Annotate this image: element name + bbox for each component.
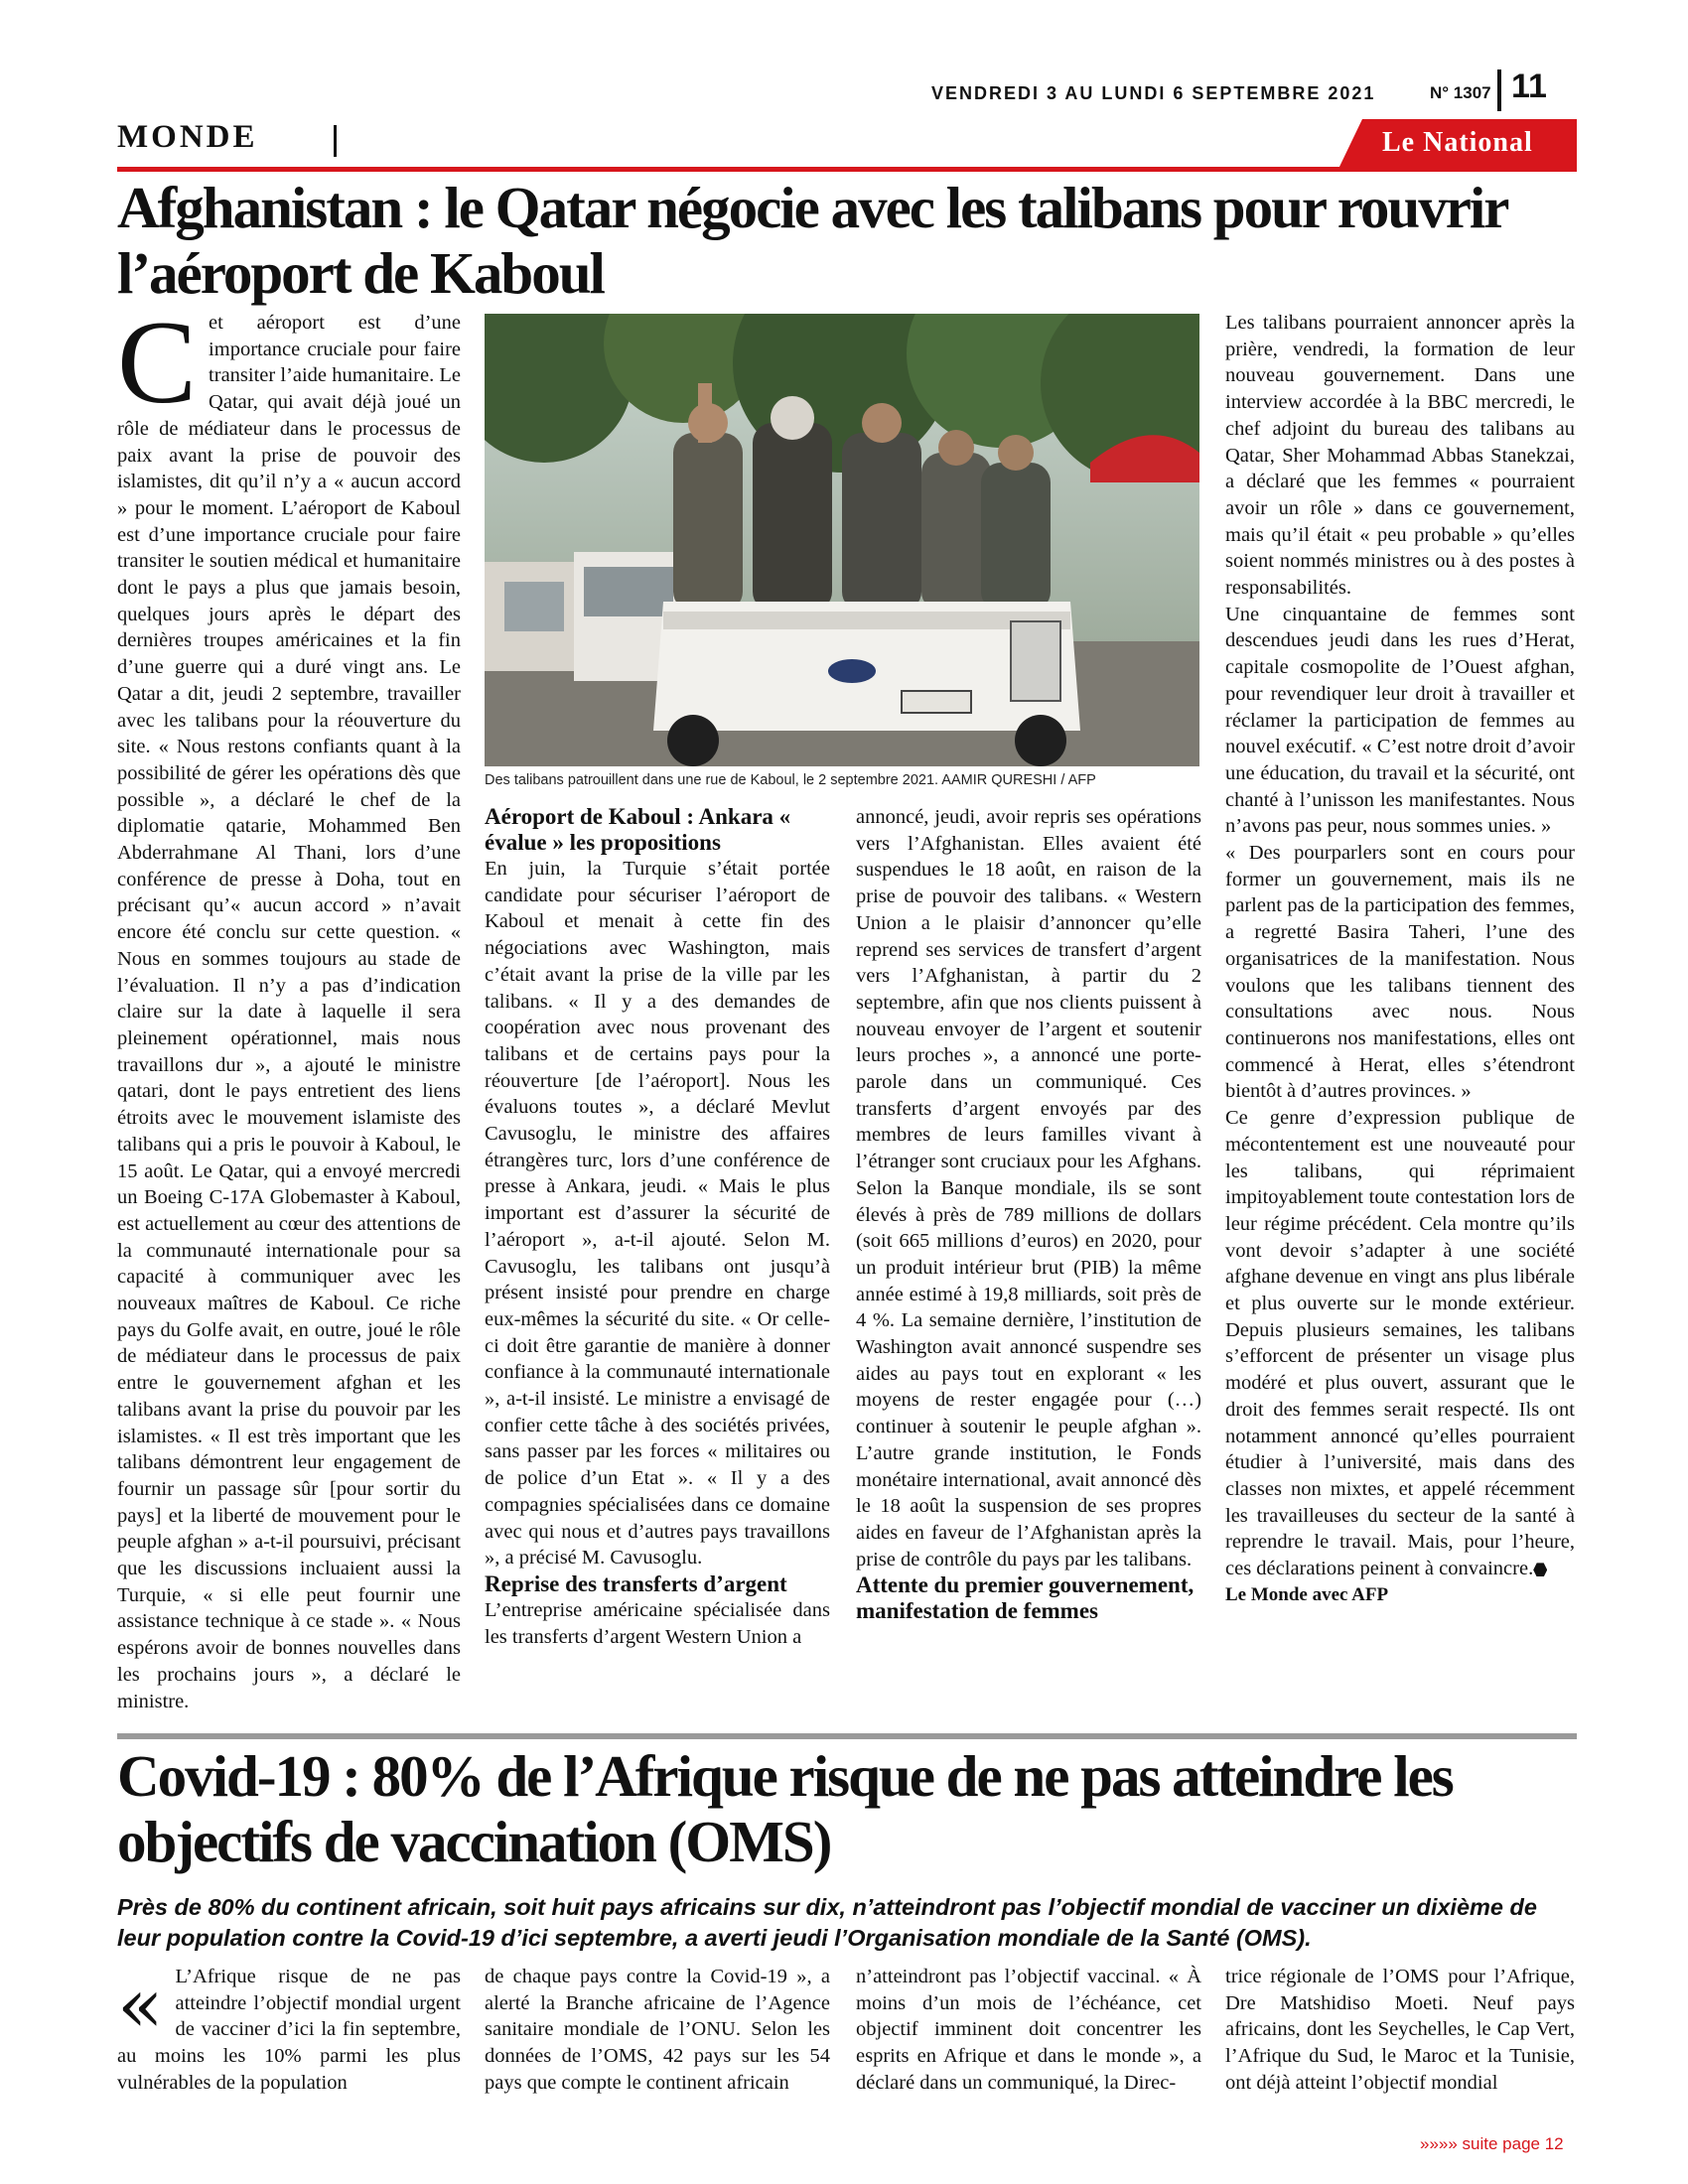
article-column-4 xyxy=(1225,310,1575,1608)
article-separator xyxy=(117,1733,1577,1739)
article-signature: Le Monde avec AFP xyxy=(1225,1583,1389,1605)
article-column-1 xyxy=(117,1961,461,2097)
article-body-text: n’atteindront pas l’objectif vaccinal. « À moins d’un mois de l’échéance, cet objectif imminent doit concentrer les esprits en Afrique et dans le monde », a déclaré dans un communiqué, la Direc- xyxy=(856,1966,1201,2094)
article-headline: Afghanistan : le Qatar négocie avec les talibans pour rouvrir l’aéroport de Kaboul xyxy=(117,175,1507,306)
subheading: Reprise des transferts d’argent xyxy=(485,1570,787,1596)
news-photo xyxy=(485,314,1199,766)
end-mark-icon xyxy=(1533,1563,1547,1576)
article-body-text: annoncé, jeudi, avoir repris ses opérations vers l’Afghanistan. Elles avaient été suspendues le 18 août, en raison de la prise de pouvoir des talibans. « Western Union a le plaisir d’annoncer qu’elle reprend ses services de transfert d’argent vers l’Afghanistan, à partir du 2 septembre, afin que nos clients puissent à nouveau envoyer de l’argent et soutenir leurs proches », a annoncé une porte-parole dans un communiqué. Ces transferts d’argent envoyés par des membres de leurs familles vivant à l’étranger sont cruciaux pour les Afghans. Selon la Banque mondiale, ils se sont élevés à près de 789 millions de dollars (soit 665 millions d’euros) en 2020, pour un produit intérieur brut (PIB) la même année estimé à 19,8 milliards, soit près de 4 %. La semaine dernière, l’institution de Washington avait annoncé suspendre ses aides au pays tout en explorant « les moyens de rester engagée pour (…) continuer à soutenir le peuple afghan ». L’autre grande institution, le Fonds monétaire international, avait annoncé dès le 18 août la suspension de ses propres aides en faveur de l’Afghanistan après la prise de contrôle du pays par les talibans. xyxy=(856,806,1201,1570)
article-column-3 xyxy=(856,804,1201,1624)
issue-date: VENDREDI 3 AU LUNDI 6 SEPTEMBRE 2021 xyxy=(931,83,1376,103)
header-rule xyxy=(117,167,1577,172)
article-body-text: de chaque pays contre la Covid-19 », a alerté la Branche africaine de l’Agence sanitaire mondiale de l’ONU. Selon les données de l’OMS, 42 pays sur les 54 pays que compte le continent africain xyxy=(485,1966,830,2094)
article-column-3 xyxy=(856,1964,1201,2097)
article-column-2 xyxy=(485,1964,830,2097)
article-column-4 xyxy=(1225,1964,1575,2097)
article-body-text: Ce genre d’expression publique de mécontentement est une nouveauté pour les talibans, qui réprimaient impitoyablement toute contestation lors de leur régime précédent. Cela montre qu’ils vont devoir s’adapter à une société afghane devenue en vingt ans plus libérale et plus ouverte sur le monde extérieur. Depuis plusieurs semaines, les talibans s’efforcent de présenter un visage plus modéré et plus ouvert, assurant que le droit des femmes serait respecté. Ils ont notamment annoncé qu’elles pourraient étudier à l’université, mais dans des classes non mixtes, et appelé récemment les travailleuses du secteur de la santé à reprendre le travail. Mais, pour l’heure, ces déclarations peinent à convaincre. xyxy=(1225,1107,1575,1580)
section-divider xyxy=(334,125,337,157)
brand-badge xyxy=(1338,119,1577,169)
page-number-divider xyxy=(1497,69,1501,111)
page-number: 11 xyxy=(1511,68,1547,105)
article-body-text: L’Afrique risque de ne pas atteindre l’objectif mondial urgent de vacciner d’ici la fin septembre, au moins les 10% parmi les plus vulnérables de la population xyxy=(117,1966,461,2094)
article-body-text: Une cinquantaine de femmes sont descendues jeudi dans les rues d’Herat, capitale cosmopolite de l’Ouest afghan, pour revendiquer leur droit à travailler et réclamer la participation de femmes au nouvel exécutif. « C’est notre droit d’avoir une éducation, du travail et la sécurité, ont chanté à l’unisson les manifestantes. Nous n’avons pas peur, nous sommes unies. » xyxy=(1225,603,1575,838)
subheading: Attente du premier gouvernement, manifestation de femmes xyxy=(856,1572,1195,1624)
issue-number: N° 1307 xyxy=(1430,83,1491,102)
drop-cap: C xyxy=(117,296,198,428)
quote-mark: « xyxy=(117,1961,164,2049)
article-body-text: L’entreprise américaine spécialisée dans les transferts d’argent Western Union a xyxy=(485,1598,830,1648)
photo-caption: Des talibans patrouillent dans une rue de Kaboul, le 2 septembre 2021. AAMIR QURESHI / AFP xyxy=(485,772,1096,788)
section-label: MONDE xyxy=(117,119,258,155)
article-body-text: et aéroport est d’une importance cruciale pour faire transiter l’aide humanitaire. Le Qatar, qui avait déjà joué un rôle de médiateur dans le processus de paix avant la prise de pouvoir des islamistes, dit qu’il n’y a « aucun accord » pour le moment. L’aéroport de Kaboul est d’une importance cruciale pour faire transiter le soutien médical et humanitaire dont le pays a plus que jamais besoin, quelques jours après le départ des dernières troupes américaines et la fin d’une guerre qui a duré vingt ans. Le Qatar a dit, jeudi 2 septembre, travailler avec les talibans pour la réouverture du site. « Nous restons confiants quant à la possibilité de gérer les opérations dès que possible », a déclaré le chef de la diplomatie qatarie, Mohammed Ben Abderrahmane Al Thani, lors d’une conférence de presse à Doha, tout en précisant qu’« aucun accord » n’avait encore été conclu sur cette question. « Nous en sommes toujours au stade de l’évaluation. Il n’y a pas d’indication claire sur la date à laquelle il sera pleinement opérationnel, mais nous travaillons dur », a ajouté le ministre qatari, dont le pays entretient des liens étroits avec le mouvement islamiste des talibans qui a pris le pouvoir à Kaboul, le 15 août. Le Qatar, qui a envoyé mercredi un Boeing C-17A Globemaster à Kaboul, est actuellement au cœur des attentions de la communauté internationale pour sa capacité à communiquer avec les nouveaux maîtres de Kaboul. Ce riche pays du Golfe avait, en outre, joué le rôle de médiateur dans le processus de paix entre le gouvernement afghan et les talibans avant la prise du pouvoir par les islamistes. « Il est très important que les talibans démontrent leur engagement de fournir un passage sûr [pour sortir du pays] et la liberté de mouvement pour le peuple afghan » a-t-il poursuivi, précisant que les discussions incluaient aussi la Turquie, « si elle peut fournir une assistance technique à ce stade ». « Nous espérons avoir de bonnes nouvelles dans les prochains jours », a déclaré le ministre. xyxy=(117,312,461,1712)
continued-link[interactable]: »»»» suite page 12 xyxy=(1420,2134,1564,2153)
article-column-2 xyxy=(485,804,830,1650)
article-column-1 xyxy=(117,296,461,1714)
article-body-text: trice régionale de l’OMS pour l’Afrique, Dre Matshidiso Moeti. Neuf pays africains, dont les Seychelles, le Cap Vert, l’Afrique du Sud, le Maroc et la Tunisie, ont déjà atteint l’objectif mondial xyxy=(1225,1966,1575,2094)
subheading: Aéroport de Kaboul : Ankara « évalue » les propositions xyxy=(485,804,791,855)
article-body-text: En juin, la Turquie s’était portée candidate pour sécuriser l’aéroport de Kaboul et menait à cette fin des négociations avec Washington, mais c’était avant la prise de la ville par les talibans. « Il y a des demandes de coopération avec nous provenant des talibans et de certains pays pour la réouverture [de l’aéroport]. Nous les évaluons toutes », a déclaré Mevlut Cavusoglu, le ministre des affaires étrangères turc, lors d’une conférence de presse à Ankara, jeudi. « Mais le plus important est d’assurer la sécurité de l’aéroport », a-t-il ajouté. Selon M. Cavusoglu, les talibans ont jusqu’à présent insisté pour prendre en charge eux-mêmes la sécurité du site. « Or celle-ci doit être garantie de manière à donner confiance à la communauté internationale », a-t-il insisté. Le ministre a envisagé de confier cette tâche à des sociétés privées, sans passer par les forces « militaires ou de police d’un Etat ». « Il y a des compagnies spécialisées dans ce domaine avec qui nous et d’autres pays travaillons », a précisé M. Cavusoglu. xyxy=(485,858,830,1570)
article-body-text: Les talibans pourraient annoncer après la prière, vendredi, la formation de leur nouveau gouvernement. Dans une interview accordée à la BBC mercredi, le chef adjoint du bureau des talibans au Qatar, Sher Mohammad Abbas Stanekzai, a déclaré que les femmes « pourraient avoir un rôle » dans ce gouvernement, mais qu’il était « peu probable » qu’elles soient nommés ministres ou à des postes à responsabilités. xyxy=(1225,312,1575,600)
article-headline: Covid-19 : 80% de l’Afrique risque de ne pas atteindre les objectifs de vaccination (OMS) xyxy=(117,1743,1453,1874)
article-body-text: « Des pourparlers sont en cours pour former un gouvernement, mais ils ne parlent pas de la participation des femmes, a regretté Basira Taheri, l’une des organisatrices de la manifestation. Nous voulons que les talibans tiennent des consultations avec nous. Nous continuerons nos manifestations, elles ont commencé à Herat, elles s’étendront bientôt à d’autres provinces. » xyxy=(1225,842,1575,1103)
brand-name: Le National xyxy=(1382,127,1533,158)
article-lead: Près de 80% du continent africain, soit huit pays africains sur dix, n’atteindront pas l’objectif mondial de vacciner un dixième de leur population contre la Covid-19 d’ici septembre, a averti jeudi l’Organisation mondiale de la Santé (OMS). xyxy=(117,1894,1537,1951)
